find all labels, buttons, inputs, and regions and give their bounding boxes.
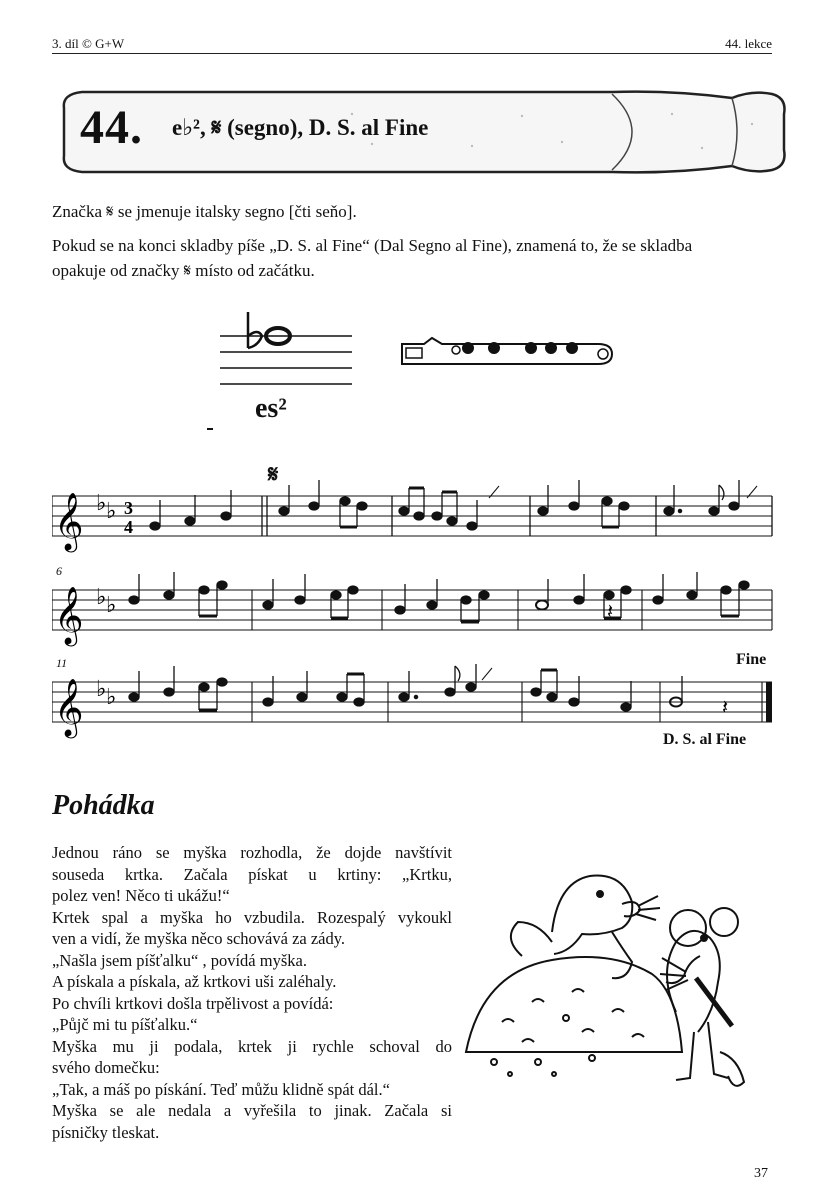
svg-text:♭: ♭ <box>106 685 117 710</box>
story-line: Myška mu ji podala, krtek ji rychle schoval do <box>52 1036 452 1056</box>
ds-al-fine-label: D. S. al Fine <box>663 731 747 748</box>
story-line: A pískala a pískala, až krtkovi uši zaléhaly. <box>52 972 337 991</box>
story-line: Myška se ale nedala a vyřešila to jinak. Začala si <box>52 1101 452 1120</box>
segno-mark: 𝄋 <box>268 462 279 488</box>
fine-label: Fine <box>736 651 767 668</box>
svg-text:𝄽: 𝄽 <box>722 695 729 719</box>
dash-mark <box>207 428 213 430</box>
story-line: ven a vidí, že myška něco schovává za zády. <box>52 929 346 948</box>
music-system-1 <box>52 478 774 568</box>
svg-text:♭: ♭ <box>106 593 117 618</box>
intro-ds-line1: Pokud se na konci skladby píše „D. S. al Fine“ (Dal Segno al Fine), znamená to, že se skladba <box>52 236 693 255</box>
lesson-number: 44. <box>80 101 143 154</box>
story-line: polez ven! Něco ti ukážu!“ <box>52 886 230 905</box>
svg-text:𝄞: 𝄞 <box>54 492 84 550</box>
header-rule <box>52 53 772 54</box>
svg-text:𝄽: 𝄽 <box>607 599 614 623</box>
svg-text:♭: ♭ <box>106 499 117 524</box>
header-left: 3. díl © G+W <box>52 36 125 51</box>
story-text <box>52 842 452 1143</box>
lesson-title: e♭², 𝄋 (segno), D. S. al Fine <box>172 115 429 140</box>
story-line: souseda krtka. Začala pískat u krtiny: „Krtku, <box>52 864 452 884</box>
story-title: Pohádka <box>52 790 155 821</box>
mole-and-mouse-illustration <box>462 862 780 1092</box>
svg-text:♭: ♭ <box>96 677 107 702</box>
svg-text:𝄞: 𝄞 <box>54 586 84 644</box>
story-line: Jednou ráno se myška rozhodla, že dojde navštívit <box>52 843 452 862</box>
music-system-2 <box>52 572 774 652</box>
story-line: svého domečku: <box>52 1058 160 1077</box>
svg-text:♭: ♭ <box>96 585 107 610</box>
svg-text:♭: ♭ <box>96 491 107 516</box>
measure-number-6: 6 <box>56 564 62 578</box>
story-line: Krtek spal a myška ho vzbudila. Rozespalý vykoukl <box>52 907 452 927</box>
story-line: „Našla jsem píšťalku“ , povídá myška. <box>52 950 307 970</box>
svg-text:𝄞: 𝄞 <box>54 678 84 736</box>
recorder-fingering-icon <box>398 334 618 370</box>
intro-segno: Značka 𝄋 se jmenuje italsky segno [čti seňo]. <box>52 202 357 221</box>
story-line: písničky tleskat. <box>52 1122 160 1142</box>
story-line: Po chvíli krtkovi došla trpělivost a povídá: <box>52 993 334 1013</box>
note-es2-staff <box>218 308 358 398</box>
page-number: 37 <box>754 1166 768 1181</box>
measure-number-11: 11 <box>56 656 68 670</box>
story-line: „Tak, a máš po pískání. Teď můžu klidně spát dál.“ <box>52 1079 390 1099</box>
intro-ds-line2: opakuje od značky 𝄋 místo od začátku. <box>52 261 315 280</box>
header-right: 44. lekce <box>725 36 772 51</box>
story-line: „Půjč mi tu píšťalku.“ <box>52 1015 198 1034</box>
svg-text:4: 4 <box>124 517 133 537</box>
note-name: es² <box>255 393 287 424</box>
svg-text:3: 3 <box>124 498 133 518</box>
